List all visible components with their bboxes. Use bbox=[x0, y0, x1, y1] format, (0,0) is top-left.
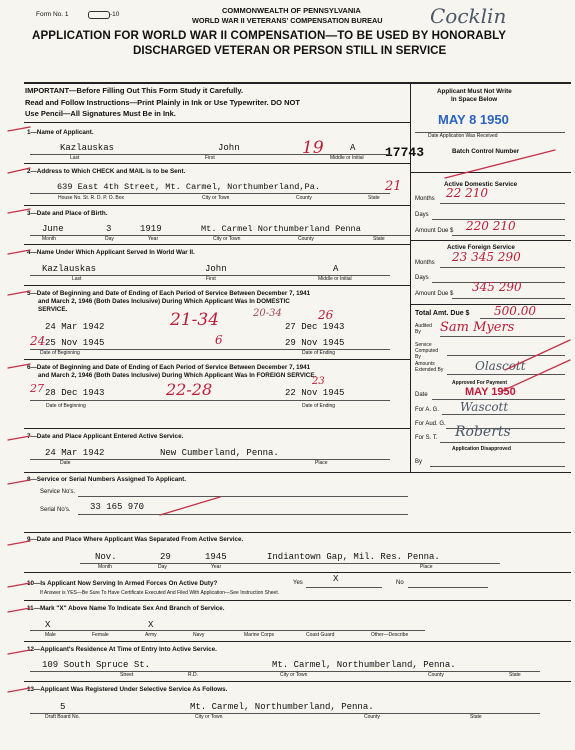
s1-middle-initial: A bbox=[350, 143, 356, 153]
s6-caption-begin: Date of Beginning bbox=[46, 403, 86, 409]
s13-caption-county: County bbox=[364, 714, 380, 720]
s9-caption-year: Year bbox=[211, 564, 222, 570]
s3-month: June bbox=[42, 224, 64, 234]
s11-mark-army: X bbox=[148, 620, 154, 630]
s12-street: 109 South Spruce St. bbox=[42, 660, 151, 670]
s3-year: 1919 bbox=[140, 224, 162, 234]
s7-label: 7—Date and Place Applicant Entered Active Service. bbox=[27, 433, 184, 440]
s3-caption-state: State bbox=[373, 236, 385, 242]
total-amount-label: Total Amt. Due $ bbox=[415, 310, 470, 317]
batch-control-number: 17743 bbox=[385, 145, 425, 160]
s6-caption-end: Date of Ending bbox=[302, 403, 336, 409]
bureau-title: WORLD WAR II VETERANS' COMPENSATION BUREAU bbox=[192, 16, 383, 25]
dom-amount-label: Amount Due $ bbox=[415, 228, 454, 234]
s13-caption-city: City or Town bbox=[195, 714, 223, 720]
s13-place: Mt. Carmel, Northumberland, Penna. bbox=[190, 702, 374, 712]
dom-days-label: Days bbox=[415, 212, 429, 218]
s9-month: Nov. bbox=[95, 552, 117, 562]
s10-no-label: No bbox=[396, 580, 404, 586]
s3-caption-month: Month bbox=[42, 236, 56, 242]
s11-option-coast-guard: Coast Guard bbox=[306, 632, 335, 638]
instructions-line1: IMPORTANT—Before Filling Out This Form Study it Carefully. bbox=[25, 86, 244, 95]
for-audgen-label: For Aud. G. bbox=[415, 421, 446, 427]
s1-label: 1—Name of Applicant. bbox=[27, 129, 94, 136]
form-number: Form No. 1 bbox=[36, 11, 69, 18]
for-months-label: Months bbox=[415, 260, 435, 266]
s3-caption-year: Year bbox=[148, 236, 159, 242]
s5-handwritten-mark-4: 24 bbox=[30, 334, 46, 348]
for-st-signature: Roberts bbox=[455, 424, 511, 440]
s11-option-marine: Marine Corps bbox=[244, 632, 275, 638]
s2-caption-state: State bbox=[368, 195, 380, 201]
s5-handwritten-mark-3: 26 bbox=[318, 308, 334, 322]
approved-date-stamp: MAY 1950 bbox=[465, 386, 516, 398]
s7-caption-date: Date bbox=[60, 460, 71, 466]
audited-label: Audited By bbox=[415, 323, 432, 335]
s8-serial-value: 33 165 970 bbox=[90, 502, 145, 512]
s5-handwritten-mark-5: 6 bbox=[215, 333, 223, 347]
for-st-label: For S. T. bbox=[415, 435, 438, 441]
s3-day: 3 bbox=[106, 224, 112, 234]
s13-caption-board: Draft Board No. bbox=[45, 714, 80, 720]
active-domestic-label: Active Domestic Service bbox=[444, 181, 518, 188]
s11-label: 11—Mark "X" Above Name To Indicate Sex And Branch of Service. bbox=[27, 605, 225, 612]
s12-label: 12—Applicant's Residence At Time of Entry Into Active Service. bbox=[27, 646, 217, 653]
s11-option-female: Female bbox=[92, 632, 109, 638]
s2-caption-county: County bbox=[296, 195, 312, 201]
s3-caption-city: City or Town bbox=[213, 236, 241, 242]
s5-end-2: 29 Nov 1945 bbox=[285, 338, 345, 348]
s5-caption-begin: Date of Beginning bbox=[40, 350, 80, 356]
s6-end: 22 Nov 1945 bbox=[285, 388, 345, 398]
s4-last-name: Kazlauskas bbox=[42, 264, 97, 274]
s2-address: 639 East 4th Street, Mt. Carmel, Northumberland,Pa. bbox=[57, 182, 321, 192]
dom-months-label: Months bbox=[415, 196, 435, 202]
amounts-extended-label: Amounts Extended By bbox=[415, 361, 444, 373]
s11-option-other: Other—Describe bbox=[371, 632, 409, 638]
s8-serial-label: Serial No's. bbox=[40, 507, 71, 513]
form-title-line2: DISCHARGED VETERAN OR PERSON STILL IN SERVICE bbox=[133, 44, 447, 57]
s5-handwritten-mark-1: 21-34 bbox=[170, 310, 220, 330]
s6-label-line1: 6—Date of Beginning and Date of Ending of Each Period of Service Between December 7, 1941 bbox=[27, 364, 311, 371]
sidebar-header-line2: In Space Below bbox=[451, 96, 498, 103]
s9-label: 9—Date and Place Where Applicant Was Separated From Active Service. bbox=[27, 536, 244, 543]
for-amount-label: Amount Due $ bbox=[415, 291, 454, 297]
s4-first-name: John bbox=[205, 264, 227, 274]
s5-end-1: 27 Dec 1943 bbox=[285, 322, 345, 332]
instructions-line3: Use Pencil—All Signatures Must Be in Ink. bbox=[25, 109, 176, 118]
s10-yes-label: Yes bbox=[293, 580, 303, 586]
s2-caption-street: House No. St. R. D. P. O. Box bbox=[58, 195, 125, 201]
by-label: By bbox=[415, 459, 423, 465]
s5-label-line1: 5—Date of Beginning and Date of Ending of Each Period of Service Between December 7, 1941 bbox=[27, 290, 311, 297]
handwritten-surname: Cocklin bbox=[430, 4, 507, 28]
s4-caption-middle: Middle or Initial bbox=[318, 276, 352, 282]
s8-label: 8—Service or Serial Numbers Assigned To Applicant. bbox=[27, 476, 186, 483]
s7-place: New Cumberland, Penna. bbox=[160, 448, 279, 458]
s13-caption-state: State bbox=[470, 714, 482, 720]
dom-amount-value: 220 210 bbox=[466, 219, 516, 233]
approved-date-label: Date bbox=[415, 392, 428, 398]
s13-board: 5 bbox=[60, 702, 66, 712]
s1-last-name: Kazlauskas bbox=[60, 143, 115, 153]
s12-caption-state: State bbox=[509, 672, 521, 678]
s5-handwritten-mark-2: 20-34 bbox=[253, 308, 282, 319]
s3-place: Mt. Carmel Northumberland Penna bbox=[201, 224, 361, 234]
form-title-line1: APPLICATION FOR WORLD WAR II COMPENSATION—TO BE USED BY HONORABLY bbox=[32, 29, 507, 42]
commonwealth-title: COMMONWEALTH OF PENNSYLVANIA bbox=[222, 6, 361, 15]
s2-handwritten-mark: 21 bbox=[385, 179, 402, 194]
s3-caption-county: County bbox=[298, 236, 314, 242]
s9-year: 1945 bbox=[205, 552, 227, 562]
s3-label: 3—Date and Place of Birth. bbox=[27, 210, 108, 217]
s2-caption-city: City or Town bbox=[202, 195, 230, 201]
s9-place: Indiantown Gap, Mil. Res. Penna. bbox=[267, 552, 440, 562]
s6-handwritten-mark-1: 22-28 bbox=[166, 380, 213, 399]
for-ag-signature: Wascott bbox=[460, 400, 509, 414]
s5-begin-1: 24 Mar 1942 bbox=[45, 322, 105, 332]
s9-caption-place: Place bbox=[420, 564, 433, 570]
s12-caption-street: Street bbox=[120, 672, 134, 678]
s5-caption-end: Date of Ending bbox=[302, 350, 336, 356]
s13-label: 13—Applicant Was Registered Under Selective Service As Follows. bbox=[27, 686, 228, 693]
s1-handwritten-mark: 19 bbox=[302, 138, 324, 158]
s11-option-male: Male bbox=[45, 632, 56, 638]
s1-first-name: John bbox=[218, 143, 240, 153]
s5-label-line2: and March 2, 1946 (Both Dates Inclusive) During Which Applicant Was In DOMESTIC bbox=[38, 298, 290, 305]
service-computed-label: Service Computed By bbox=[415, 342, 439, 360]
batch-control-label: Batch Control Number bbox=[452, 148, 520, 155]
s11-option-army: Army bbox=[145, 632, 157, 638]
s9-caption-month: Month bbox=[98, 564, 112, 570]
s4-caption-last: Last bbox=[72, 276, 82, 282]
s5-begin-2: 25 Nov 1945 bbox=[45, 338, 105, 348]
s12-caption-county: County bbox=[428, 672, 444, 678]
s11-mark-male: X bbox=[45, 620, 51, 630]
for-amount-value: 345 290 bbox=[472, 280, 522, 294]
s12-city: Mt. Carmel, Northumberland, Penna. bbox=[272, 660, 456, 670]
for-days-label: Days bbox=[415, 275, 429, 281]
s6-handwritten-mark-2: 23 bbox=[312, 376, 325, 387]
s7-caption-place: Place bbox=[315, 460, 328, 466]
sidebar-header-line1: Applicant Must Not Write bbox=[437, 88, 512, 95]
s9-caption-day: Day bbox=[158, 564, 167, 570]
s10-label: 10—Is Applicant Now Serving In Armed Forces On Active Duty? bbox=[27, 580, 218, 587]
s12-caption-rd: R.D. bbox=[188, 672, 198, 678]
s11-option-navy: Navy bbox=[193, 632, 205, 638]
date-received-stamp: MAY 8 1950 bbox=[438, 112, 509, 127]
active-foreign-label: Active Foreign Service bbox=[447, 244, 515, 251]
total-amount-value: 500.00 bbox=[494, 304, 536, 318]
s6-handwritten-mark-3: 27 bbox=[30, 382, 44, 395]
dom-months-value: 22 210 bbox=[446, 186, 488, 200]
s7-date: 24 Mar 1942 bbox=[45, 448, 105, 458]
s12-caption-city: City or Town bbox=[280, 672, 308, 678]
s4-middle-initial: A bbox=[333, 264, 339, 274]
s10-note: If Answer is YES—Be Sure To Have Certificate Executed And Filed With Application—See Instruction Sheet. bbox=[40, 590, 280, 596]
s8-service-label: Service No's. bbox=[40, 489, 76, 495]
approved-label: Approved For Payment bbox=[452, 380, 508, 386]
s6-label-line2: and March 2, 1946 (Both Dates Inclusive) During Which Applicant Was In FOREIGN SERVICE. bbox=[38, 372, 317, 379]
s1-caption-first: First bbox=[205, 155, 215, 161]
audited-signature: Sam Myers bbox=[440, 320, 515, 335]
s2-label: 2—Address to Which CHECK and MAIL is to be Sent. bbox=[27, 168, 186, 175]
s9-day: 29 bbox=[160, 552, 171, 562]
s10-yes-mark: X bbox=[333, 574, 339, 584]
s1-caption-middle: Middle or Initial bbox=[330, 155, 364, 161]
for-months-value: 23 345 290 bbox=[452, 250, 521, 264]
amounts-extended-signature: Olascott bbox=[475, 359, 526, 373]
s5-label-line3: SERVICE. bbox=[38, 306, 68, 313]
disapproved-label: Application Disapproved bbox=[452, 446, 511, 452]
s6-begin: 28 Dec 1943 bbox=[45, 388, 105, 398]
date-received-label: Date Application Was Received bbox=[428, 133, 498, 139]
form-code: -10 bbox=[110, 11, 120, 18]
instructions-line2: Read and Follow Instructions—Print Plainly in Ink or Use Typewriter. DO NOT bbox=[25, 98, 300, 107]
s3-caption-day: Day bbox=[105, 236, 114, 242]
s4-label: 4—Name Under Which Applicant Served In World War II. bbox=[27, 249, 195, 256]
s4-caption-first: First bbox=[206, 276, 216, 282]
s1-caption-last: Last bbox=[70, 155, 80, 161]
for-ag-label: For A. G. bbox=[415, 407, 440, 413]
